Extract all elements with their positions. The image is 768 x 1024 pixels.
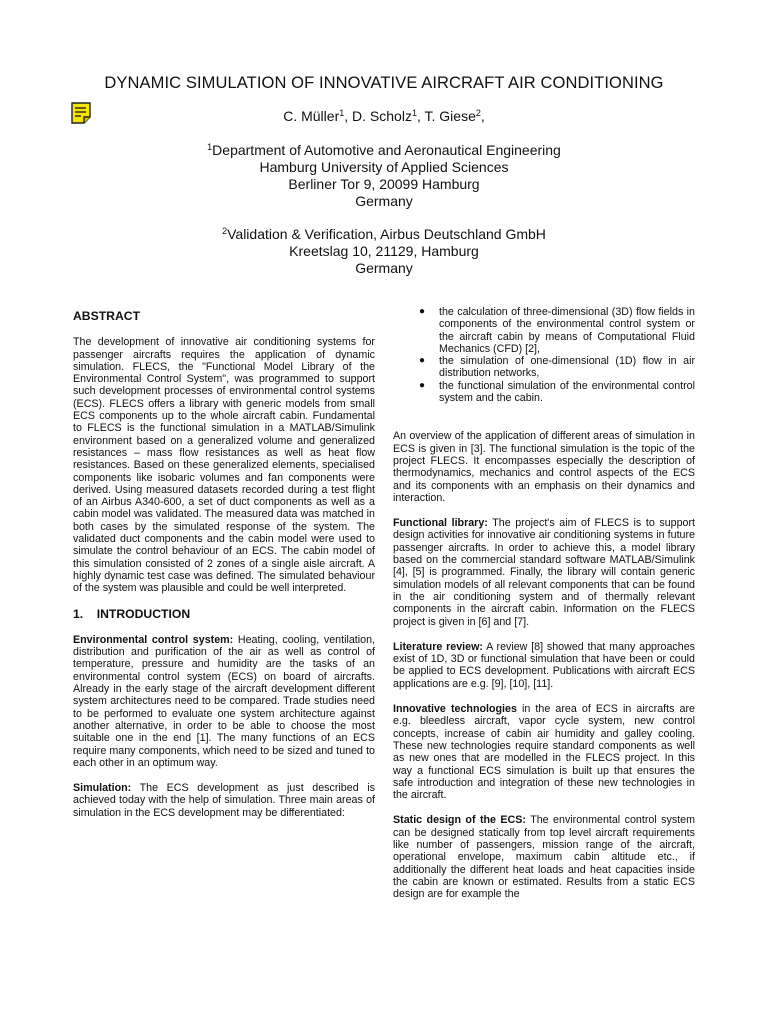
paragraph-text: The environmental control system can be designed statically from top level aircraft requirements like number of passengers, mission range of the aircraft, operational envelope, maximum cabin altitude etc., if additionally the different heat loads and heat capacities inside the cabin are known or estimated. Results from a static ECS design are for example the — [393, 814, 695, 901]
paragraph-text: in the area of ECS in aircrafts are e.g. bleedless aircraft, vapor cycle system, new control concepts, increase of cabin air humidity and galley cooling. These new technologies require standard components as well as new ones that are modelled in the FLECS project. In this way a functional ECS simulation is built up that ensures the safe introduction and integration of these new technologies in the aircraft. — [393, 703, 695, 802]
paragraph-lead: Literature review: — [393, 640, 483, 653]
paragraph-text: A review [8] showed that many approaches exist of 1D, 3D or functional simulation that have been or could be applied to ECS development. Publications with aircraft ECS applications are e.g. [9], [10], [11]. — [393, 640, 695, 690]
affiliation-line: Germany — [355, 193, 413, 209]
affiliation-line — [0, 142, 768, 159]
affiliation-line: Kreetslag 10, 21129, Hamburg — [289, 243, 479, 259]
list-item-text: the functional simulation of the environmental control system and the cabin. — [439, 379, 695, 405]
author-separator: , — [480, 108, 485, 124]
ecs-paragraph — [73, 634, 375, 769]
abstract-heading: ABSTRACT — [73, 309, 141, 323]
author-name: C. Müller — [283, 108, 340, 124]
paragraph-text: The project's aim of FLECS is to support design activities for innovative air conditioning systems in future passenger aircrafts. In order to achieve this, a model library based on the commercial standard software MATLAB/Simulink [4], [5] is programmed. Finally, the library will contain generic simulation models of all relevant components that can be found in the air conditioning system and of thermally relevant components in the aircraft cabin. Information on the FLECS project is given in [6] and [7]. — [393, 517, 695, 628]
overview-paragraph: An overview of the application of different areas of simulation in ECS is given in [3]. The functional simulation is the topic of the project FLECS. It encompasses especially the description of thermodynamics, mechanics and control aspects of the ECS and its components with an emphasis on their dynamics and interaction. — [393, 430, 695, 504]
affiliation-organisation: Validation & Verification, Airbus Deutschland GmbH — [227, 226, 546, 242]
affiliation-line: Hamburg University of Applied Sciences — [259, 159, 509, 175]
paper-title: DYNAMIC SIMULATION OF INNOVATIVE AIRCRAFT AIR CONDITIONING — [104, 74, 664, 92]
author-name: D. Scholz — [352, 108, 412, 124]
bullet-dot-icon: ● — [419, 355, 426, 367]
bullet-dot-icon: ● — [419, 306, 426, 317]
paragraph-lead: Environmental control system: — [73, 633, 234, 646]
paragraph-lead: Simulation: — [73, 782, 132, 795]
affiliation-line: Germany — [355, 260, 413, 276]
literature-review-paragraph — [393, 641, 695, 690]
right-column — [393, 306, 695, 913]
list-item-text: the simulation of one-dimensional (1D) flow in air distribution networks, — [439, 355, 695, 380]
affiliation-department: Department of Automotive and Aeronautical Engineering — [212, 142, 561, 158]
innovative-technologies-paragraph — [393, 703, 695, 801]
author-affiliation-mark: 2 — [475, 108, 481, 118]
list-item — [393, 355, 695, 380]
list-item — [393, 380, 695, 405]
paragraph-text: The ECS development as just described is achieved today with the help of simulation. Three main areas of simulation in the ECS development may be differentiated: — [73, 782, 375, 819]
affiliation-2 — [0, 226, 768, 277]
author-separator: , — [344, 108, 353, 124]
list-item-text: the calculation of three-dimensional (3D) flow fields in components of the environmental control system or the aircraft cabin by means of Computational Fluid Mechanics (CFD) [2], — [439, 306, 695, 355]
paragraph-lead: Static design of the ECS: — [393, 814, 526, 827]
left-column — [73, 310, 375, 832]
paragraph-text: Heating, cooling, ventilation, distribution and purification of the air as well as control of temperature, pressure and humidity are the tasks of an environmental control system (ECS) on board of aircrafts. Already in the early stage of the aircraft development different system architectures need to be compared. Trade studies need to be performed to evaluate one system architecture against another alternative, in order to be able to choose the most suitable one in the end [1]. The many functions of an ECS require many components, which need to be sized and tuned to each other in an optimum way. — [73, 633, 375, 769]
affiliation-line: Berliner Tor 9, 20099 Hamburg — [288, 176, 480, 192]
paragraph-lead: Functional library: — [393, 517, 488, 530]
author-name: T. Giese — [424, 108, 476, 124]
bullet-dot-icon: ● — [419, 379, 426, 391]
affiliation-line — [0, 226, 768, 243]
author-list — [0, 108, 768, 124]
author-affiliation-mark: 1 — [339, 108, 345, 118]
simulation-areas-list — [393, 306, 695, 404]
affiliation-mark: 1 — [207, 142, 213, 152]
simulation-paragraph — [73, 782, 375, 819]
author-affiliation-mark: 1 — [411, 108, 417, 118]
abstract-text: The development of innovative air conditioning systems for passenger aircrafts requires the application of dynamic simulation. FLECS, the "Functional Model Library of the Environmental Control System", was programmed to support such development processes of environmental control systems (ECS). FLECS offers a library with generic models from small ECS components up to the whole aircraft cabin. Fundamental to FLECS is the functional simulation in a MATLAB/Simulink environment based on a generalized volume and generalized resistances – mass flow resistances as well as heat flow resistances. Based on these generalized elements, specialised components like isobaric volumes and fan components were derived. Using measured datasets recorded during a test flight of an Airbus A340-600, a set of duct components as well as a cabin model was validated. The measured data was matched in both cases by the simulated response of the system. The validated duct components and the cabin model were used to simulate the control behaviour of an ECS. The cabin model of this simulation consisted of 2 zones of a single aisle aircraft. A highly dynamic test case was defined. The simulated behaviour of the system was plausible and could be well interpreted. — [73, 336, 375, 595]
functional-library-paragraph — [393, 517, 695, 628]
affiliation-mark: 2 — [222, 226, 228, 236]
affiliation-1 — [0, 142, 768, 210]
paragraph-lead: Innovative technologies — [393, 703, 517, 716]
introduction-heading: 1. INTRODUCTION — [73, 606, 191, 621]
static-design-paragraph — [393, 814, 695, 900]
list-item — [393, 306, 695, 355]
author-separator: , — [416, 108, 425, 124]
